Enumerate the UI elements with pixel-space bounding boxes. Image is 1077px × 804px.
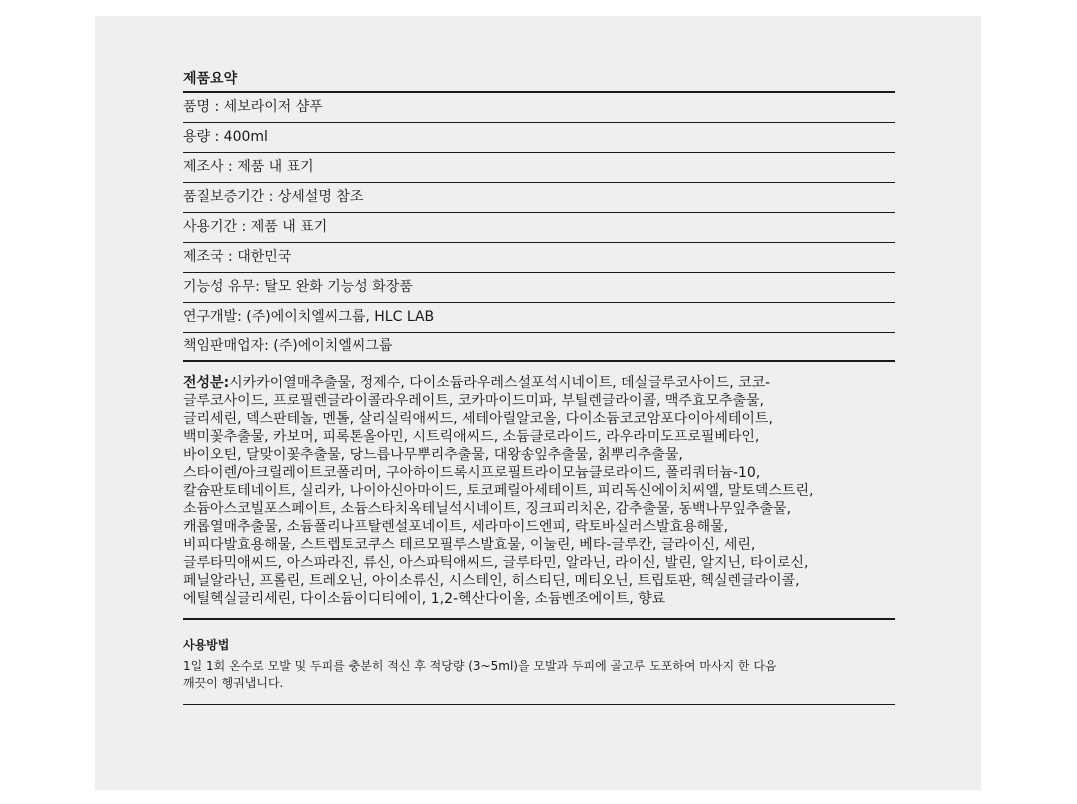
- summary-row-rnd: 연구개발: (주)에이치엘씨그룹, HLC LAB: [183, 303, 895, 333]
- summary-row-functional: 기능성 유무: 탈모 완화 기능성 화장품: [183, 273, 895, 303]
- ingredients-line: 비피다발효용해물, 스트렙토코쿠스 테르모필루스발효물, 이눌린, 베타-글루칸, 글라이신, 세린,: [183, 537, 756, 553]
- ingredients-line: 글루코사이드, 프로필렌글라이콜라우레이트, 코카마이드미파, 부틸렌글라이콜, 맥주효모추출물,: [183, 393, 765, 409]
- usage-title: 사용방법: [183, 638, 230, 652]
- ingredients-line: 캐롭열매추출물, 소듐폴리나프탈렌설포네이트, 세라마이드엔피, 락토바실러스발효용해물,: [183, 519, 729, 535]
- ingredients-line: 페닐알라닌, 프롤린, 트레오닌, 아이소류신, 시스테인, 히스티딘, 메티오닌, 트립토판, 헥실렌글라이콜,: [183, 573, 800, 589]
- ingredients-line: 백미꽃추출물, 카보머, 피록톤올아민, 시트릭애씨드, 소듐클로라이드, 라우라미도프로필베타인,: [183, 429, 760, 445]
- ingredients-label: 전성분:: [183, 375, 230, 391]
- ingredients-line: [183, 374, 895, 392]
- ingredients-line: 소듐아스코빌포스페이트, 소듐스타치옥테닐석시네이트, 징크피리치온, 감추출물, 동백나무잎추출물,: [183, 501, 792, 517]
- summary-row-warranty: 품질보증기간 : 상세설명 참조: [183, 183, 895, 213]
- ingredients-line: 스타이렌/아크릴레이트코폴리머, 구아하이드록시프로필트라이모늄클로라이드, 폴리쿼터늄-10,: [183, 465, 761, 481]
- ingredients-line: 바이오틴, 달맞이꽃추출물, 당느릅나무뿌리추출물, 대왕송잎추출물, 칡뿌리추출물,: [183, 447, 683, 463]
- summary-row-manufacturer: 제조사 : 제품 내 표기: [183, 153, 895, 183]
- ingredients-line: 칼슘판토테네이트, 실리카, 나이아신아마이드, 토코페릴아세테이트, 피리독신에이치씨엘, 말토덱스트린,: [183, 483, 814, 499]
- ingredients-block: [183, 362, 895, 620]
- summary-title: 제품요약: [183, 69, 895, 93]
- usage-line: 1일 1회 온수로 모발 및 두피를 충분히 적신 후 적당량 (3~5ml)을 모발과 두피에 골고루 도포하여 마사지 한 다음: [183, 659, 777, 673]
- summary-row-product-name: 품명 : 세보라이저 샴푸: [183, 93, 895, 123]
- ingredients-line: 글리세린, 덱스판테놀, 멘톨, 살리실릭애씨드, 세테아릴알코올, 다이소듐코코암포다이아세테이트,: [183, 411, 773, 427]
- product-info-panel: [95, 16, 981, 790]
- summary-row-usage-period: 사용기간 : 제품 내 표기: [183, 213, 895, 243]
- usage-line: 깨끗이 헹궈냅니다.: [183, 676, 284, 690]
- summary-row-seller: 책임판매업자: (주)에이치엘씨그룹: [183, 333, 895, 362]
- summary-row-volume: 용량 : 400ml: [183, 123, 895, 153]
- summary-row-country: 제조국 : 대한민국: [183, 243, 895, 273]
- product-info-content: [183, 69, 895, 705]
- ingredients-line: 에틸헥실글리세린, 다이소듐이디티에이, 1,2-헥산다이올, 소듐벤조에이트, 향료: [183, 591, 666, 607]
- usage-body: [183, 654, 895, 705]
- ingredients-text: 시카카이열매추출물, 정제수, 다이소듐라우레스설포석시네이트, 데실글루코사이드, 코코-: [229, 375, 771, 391]
- ingredients-line: 글루타믹애씨드, 아스파라진, 류신, 아스파틱애씨드, 글루타민, 알라닌, 라이신, 발린, 알지닌, 타이로신,: [183, 555, 809, 571]
